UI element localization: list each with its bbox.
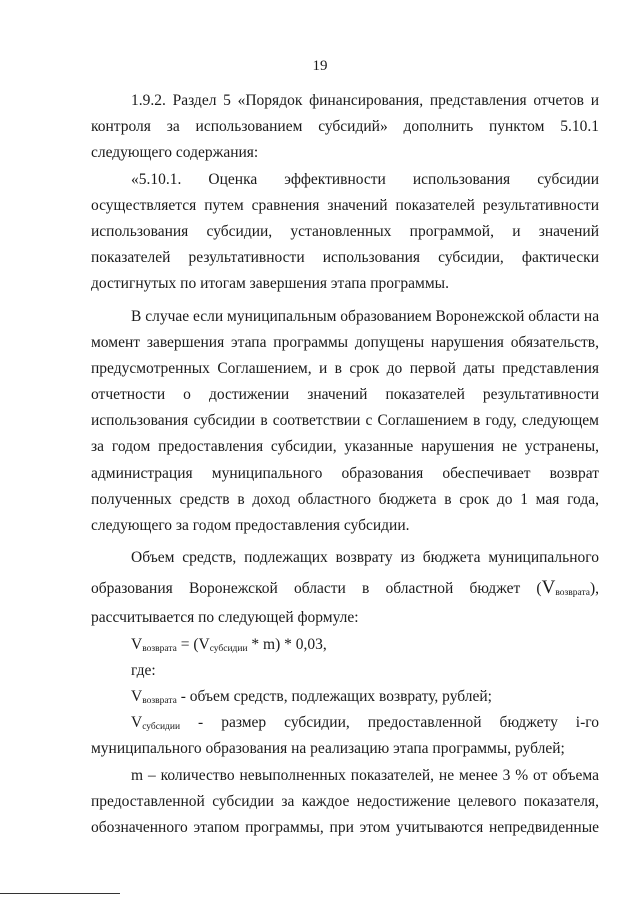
text-fragment: образования Воронежской области в областной бюджет (	[91, 580, 542, 598]
formula-intro-line	[91, 571, 599, 605]
text-line: m – количество невыполненных показателей, не менее 3 % от объема	[131, 766, 599, 784]
text-line: В случае если муниципальным образованием Воронежской области на	[131, 307, 599, 325]
text-line: муниципального образования на реализацию этапа программы, рублей;	[91, 740, 565, 758]
text-line: где:	[131, 661, 156, 679]
text-line: «5.10.1. Оценка эффективности использования субсидии	[131, 170, 599, 188]
formula-line	[91, 632, 599, 658]
formula-subscript: возврата	[142, 695, 177, 706]
text-line: администрация муниципального образования обеспечивает возврат	[91, 464, 599, 482]
text-line: осуществляется путем сравнения значений показателей результативности	[91, 196, 599, 214]
text-line: полученных средств в доход областного бюджета в срок до 1 мая года,	[91, 490, 599, 508]
text-fragment: ),	[589, 580, 599, 598]
text-line: показателей результативности использования субсидии, фактически	[91, 249, 599, 267]
text-fragment: - размер субсидии, предоставленной бюджету i-го	[198, 714, 599, 732]
formula-subscript: субсидии	[142, 722, 181, 733]
text-line: Объем средств, подлежащих возврату из бюджета муниципального	[131, 549, 599, 567]
formula-subscript: возврата	[555, 588, 590, 599]
document-body	[91, 88, 599, 841]
text-line: предоставленной субсидии за каждое недостижение целевого показателя,	[91, 792, 599, 810]
formula-subscript: субсидии	[209, 643, 248, 654]
text-line: следующего за годом предоставления субсидии.	[91, 517, 410, 534]
text-line: момент завершения этапа программы допущены нарушения обязательств,	[91, 333, 599, 351]
formula-text: * m) * 0,03,	[247, 635, 327, 653]
definition-line	[91, 684, 599, 710]
text-line: за годом предоставления субсидии, указанные нарушения не устранены,	[91, 438, 599, 456]
page-number: 19	[312, 58, 328, 74]
formula-symbol: V	[131, 635, 143, 653]
text-line: 1.9.2. Раздел 5 «Порядок финансирования, представления отчетов и	[131, 92, 599, 109]
text-line: обозначенного этапом программы, при этом учитываются непредвиденные	[91, 818, 599, 836]
text-line: предусмотренных Соглашением, и в срок до первой даты представления	[91, 359, 599, 377]
formula-symbol: V	[131, 687, 143, 705]
text-line: использования субсидии в соответствии с Соглашением в году, следующем	[91, 412, 599, 430]
formula-symbol: V	[131, 714, 143, 732]
text-line: контроля за использованием субсидий» дополнить пунктом 5.10.1	[91, 118, 599, 136]
text-line: достигнутых по итогам завершения этапа программы.	[91, 275, 449, 293]
text-fragment: - объем средств, подлежащих возврату, рублей;	[180, 687, 492, 705]
formula-symbol: V	[541, 577, 556, 599]
text-line: рассчитывается по следующей формуле:	[91, 609, 359, 627]
footnote-rule	[0, 893, 120, 894]
formula-text: = (V	[176, 635, 210, 653]
text-line: следующего содержания:	[91, 144, 259, 162]
definition-line	[91, 710, 599, 736]
text-line: отчетности о достижении значений показателей результативности	[91, 386, 599, 404]
text-line: использования субсидии, установленных программой, и значений	[91, 222, 599, 240]
formula-subscript: возврата	[142, 643, 177, 654]
